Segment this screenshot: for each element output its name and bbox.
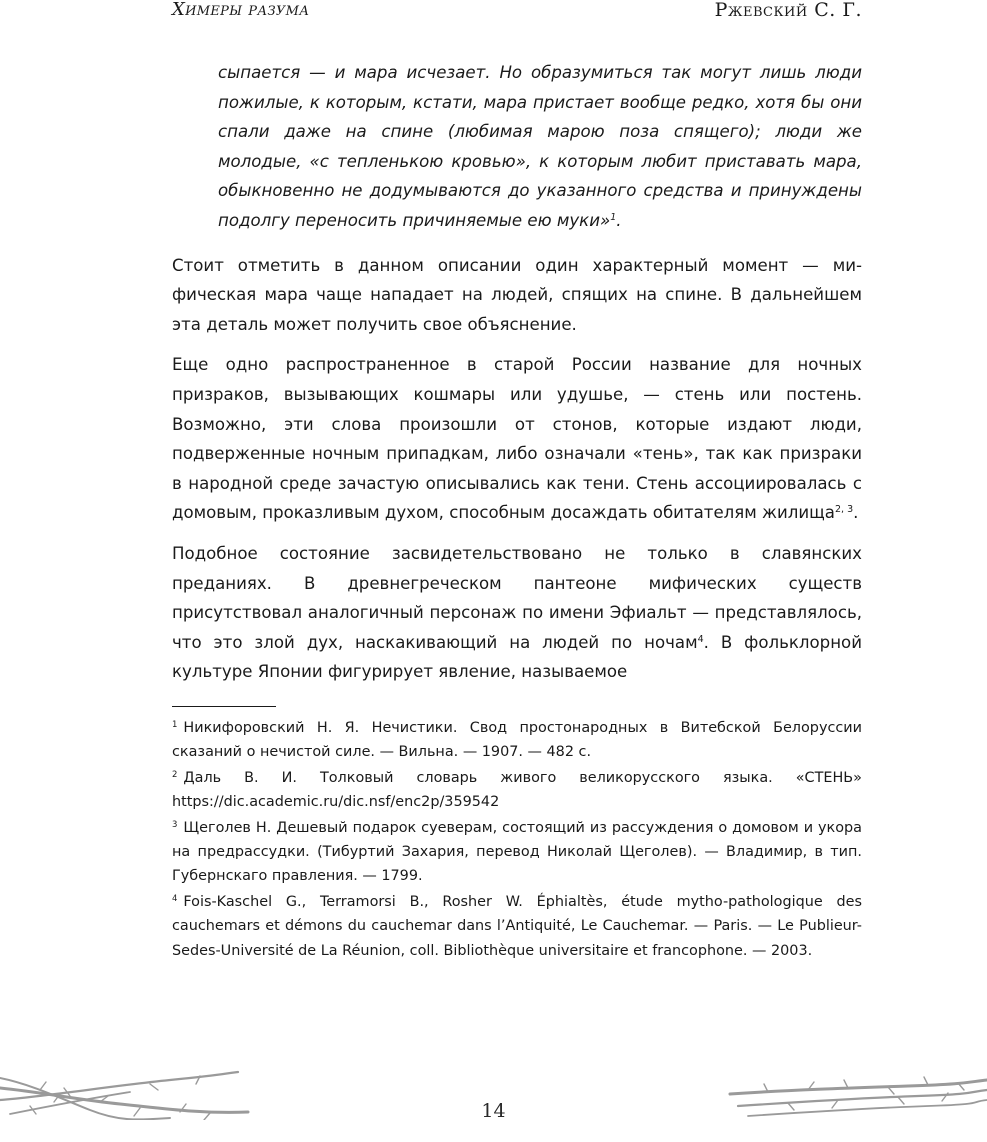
footnote-text: Никифоровский Н. Я. Нечистики. Свод простонародных в Витебской Белоруссии сказаний о нечистой силе. — Вильна. — 1907. — 482 с. [172, 719, 862, 761]
footnote [172, 716, 862, 765]
footnote-text: Fois-Kaschel G., Terramorsi B., Rosher W. Éphialtès, étude mytho-pathologique des cauchemars et démons du cauchemar dans l’Antiquité, Le Cauchemar. — Paris. — Le Publieur-Sedes-Université de La Réunion, coll. Bibliothèque universitaire et francophone. — 2003. [172, 893, 862, 959]
paragraph-end: . [853, 503, 859, 523]
paragraph [172, 539, 862, 687]
paragraph [172, 350, 862, 528]
page-number: 14 [481, 1100, 506, 1122]
footnote [172, 816, 862, 889]
footnote-ref[interactable]: 1 [610, 211, 617, 223]
quote-end: . [616, 210, 622, 230]
paragraph-text: Стоит отметить в данном описании один характерный момент — мифическая мара чаще нападает на людей, спящих на спине. В дальнейшем эта деталь может получить свое объяснение. [172, 255, 862, 334]
footnote-divider [172, 706, 276, 707]
paragraph-text: Подобное состояние засвидетельствовано не только в славянских преданиях. В древнегреческом пантеоне мифических существ присутствовал аналогичный персонаж по имени Эфиальт — представлялось, что это злой дух, наскакивающий на людей по ночам [172, 543, 862, 652]
footnote-text: Даль В. И. Толковый словарь живого великорусского языка. «СТЕНЬ» https://dic.academic.ru/dic.nsf/enc2p/359542 [172, 769, 862, 811]
paragraph [172, 251, 862, 340]
quote-block [172, 58, 862, 236]
footnote [172, 890, 862, 963]
footnote-number: 1 [172, 719, 178, 730]
paragraph-end: . В фольклорной культуре Японии фигурирует явление, называемое [172, 632, 862, 682]
footnote-number: 4 [172, 893, 178, 904]
footnotes [172, 716, 862, 963]
quote-text: сыпается — и мара исчезает. Но образумиться так могут лишь люди пожилые, к которым, кстати, мара пристает вообще редко, хотя бы они спали даже на спине (любимая марою поза спящего); люди же молодые, «с тепленькою кровью», к которым любит приставать мара, обыкновенно не додумываются до указанного средства и принуждены подолгу переносить причиняемые ею муки» [218, 63, 862, 230]
author-name: Ржевский С. Г. [714, 0, 862, 21]
running-head [172, 0, 862, 22]
paragraph-text: Еще одно распространенное в старой России название для ночных призраков, вызывающих кошмары или удушье, — стень или постень. Возможно, эти слова произошли от стонов, которые издают люди, подверженные ночным припадкам, либо означали «тень», так как призраки в народной среде зачастую описывались как тени. Стень ассоциировалась с домовым, проказливым духом, способным досаждать обитателям жилища [172, 355, 862, 523]
footnote-text: Щеголев Н. Дешевый подарок суеверам, состоящий из рассуждения о домовом и укора на предрассудки. (Тибуртий Захария, перевод Николай Щеголев). — Владимир, в тип. Губернскаго правления. — 1799. [172, 819, 862, 885]
footnote-number: 3 [172, 819, 178, 830]
footnote-ref[interactable]: 2, 3 [834, 504, 854, 516]
page-content [172, 58, 862, 964]
book-title: Химеры разума [172, 0, 310, 20]
footnote-number: 2 [172, 769, 178, 780]
footnote-ref[interactable]: 4 [697, 633, 704, 645]
footnote [172, 766, 862, 815]
